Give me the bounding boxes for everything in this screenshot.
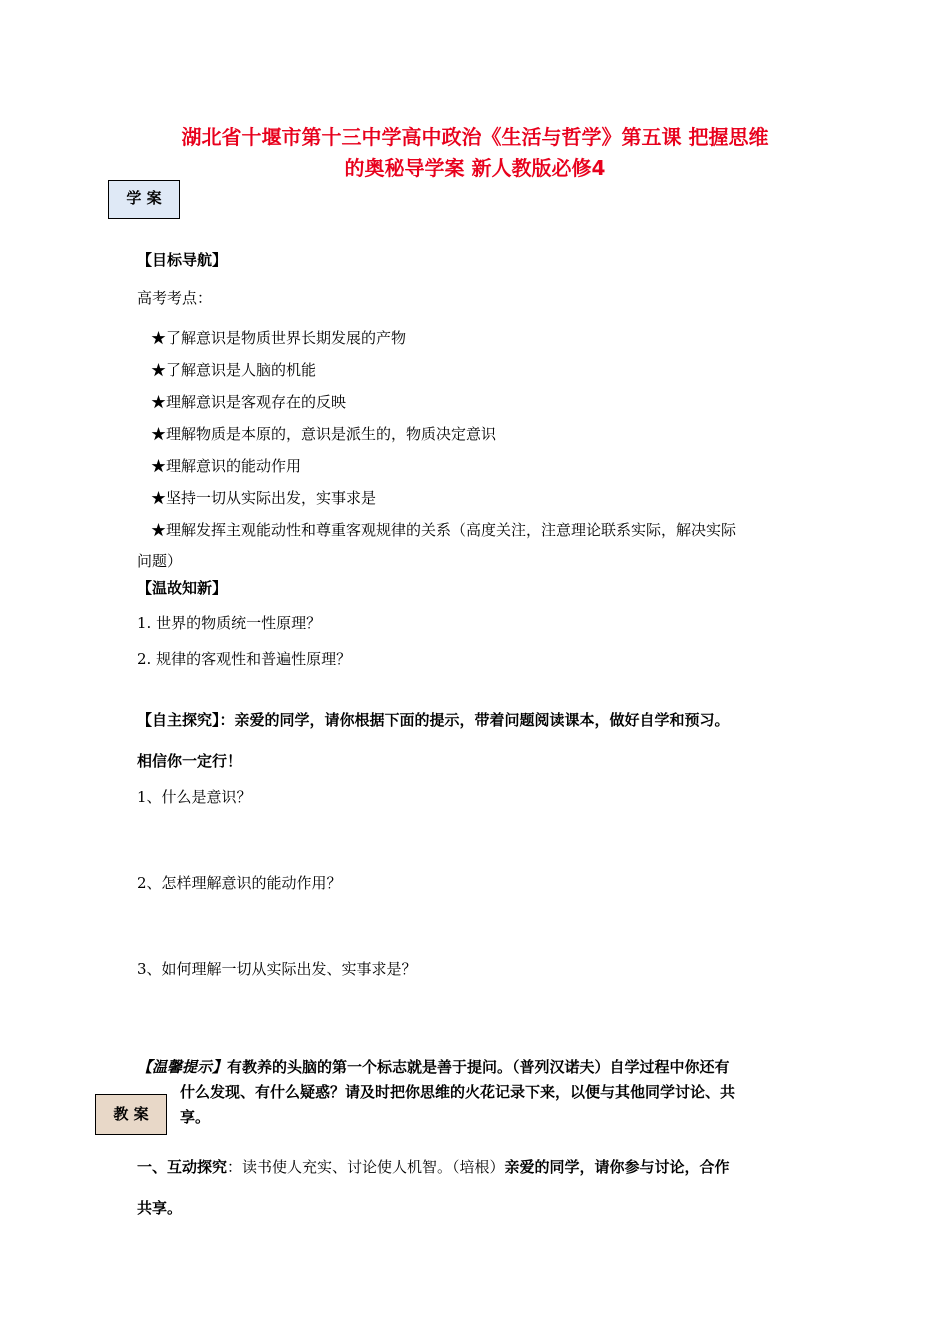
interactive-quote: ：读书使人充实、讨论使人机智。（培根） [227, 1158, 505, 1176]
goal-intro: 高考考点： [137, 289, 213, 307]
goal-point: ★理解发挥主观能动性和尊重客观规律的关系（高度关注，注意理论联系实际，解决实际 [151, 521, 737, 539]
tip-line2: 什么发现、有什么疑惑？请及时把你思维的火花记录下来，以便与其他同学讨论、共 [180, 1083, 736, 1101]
xuean-label-box: 学 案 [108, 180, 180, 219]
goal-point: ★了解意识是物质世界长期发展的产物 [151, 329, 407, 347]
explore-encouragement: 相信你一定行！ [137, 752, 243, 770]
interactive-heading: 一、互动探究 [137, 1158, 228, 1176]
goal-point: ★理解物质是本原的，意识是派生的，物质决定意识 [151, 425, 497, 443]
tip-line3: 享。 [180, 1108, 211, 1126]
review-item: 2. 规律的客观性和普遍性原理？ [137, 650, 352, 668]
goal-point: ★理解意识是客观存在的反映 [151, 393, 347, 411]
explore-intro: 【自主探究】：亲爱的同学，请你根据下面的提示，带着问题阅读课本，做好自学和预习。 [137, 711, 730, 729]
goal-point: ★坚持一切从实际出发，实事求是 [151, 489, 377, 507]
tip-text: 有教养的头脑的第一个标志就是善于提问。（普列汉诺夫）自学过程中你还有 [227, 1058, 730, 1076]
goal-point: ★理解意识的能动作用 [151, 457, 302, 475]
tip-line1 [137, 1056, 730, 1077]
document-title-line2: 的奥秘导学案 新人教版必修4 [344, 156, 606, 180]
jiaoan-label-box: 教 案 [95, 1094, 167, 1135]
document-title-line1: 湖北省十堰市第十三中学高中政治《生活与哲学》第五课 把握思维 [181, 125, 769, 149]
explore-question: 1、什么是意识？ [137, 788, 252, 806]
review-heading: 【温故知新】 [137, 579, 228, 597]
goal-point: ★了解意识是人脑的机能 [151, 361, 317, 379]
explore-question: 3、如何理解一切从实际出发、实事求是？ [137, 960, 417, 978]
interactive-invite: 亲爱的同学，请你参与讨论，合作 [504, 1158, 730, 1176]
goal-point-continued: 问题） [137, 552, 183, 570]
interactive-line1 [137, 1156, 730, 1177]
review-item: 1. 世界的物质统一性原理？ [137, 614, 322, 632]
goal-heading: 【目标导航】 [137, 251, 228, 269]
tip-label: 【温馨提示】 [137, 1058, 228, 1076]
explore-question: 2、怎样理解意识的能动作用？ [137, 874, 342, 892]
interactive-line2: 共享。 [137, 1199, 183, 1217]
